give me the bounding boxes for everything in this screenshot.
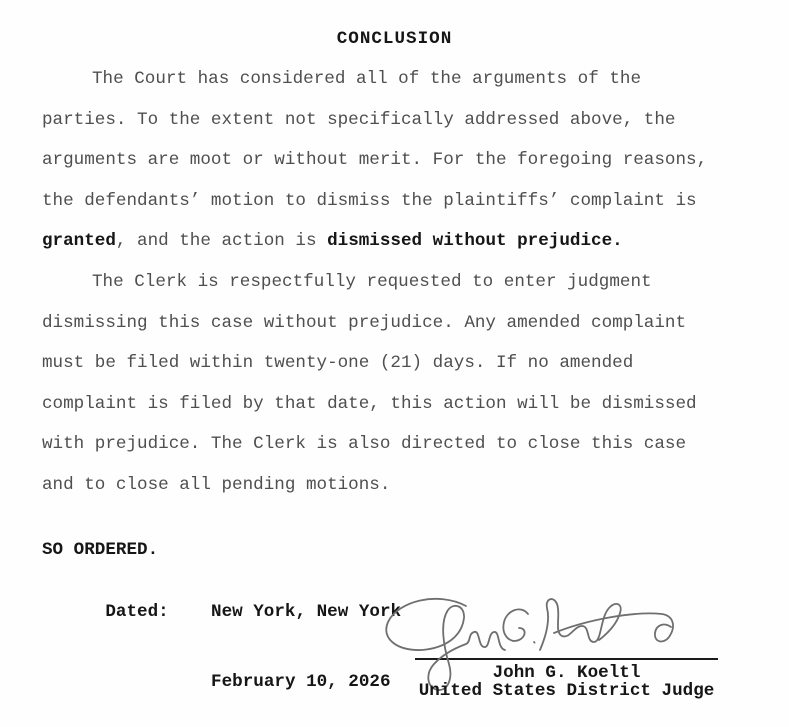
- body-line: [42, 465, 769, 506]
- body-line: [42, 140, 769, 181]
- dated-date: February 10, 2026: [211, 672, 391, 693]
- body-text: dismissing this case without prejudice. Any amended complaint: [42, 312, 687, 333]
- dated-block: [42, 578, 401, 718]
- dated-label: Dated:: [105, 602, 169, 623]
- body-text: The Court has considered all of the arguments of the: [92, 69, 642, 89]
- body-line: [42, 100, 769, 141]
- dated-row-place: [42, 578, 401, 648]
- body-line: [42, 181, 769, 222]
- body-text: parties. To the extent not specifically addressed above, the: [42, 109, 676, 130]
- body-lines: [42, 59, 769, 506]
- body-text-bold: granted: [42, 231, 116, 252]
- dated-place: New York, New York: [211, 602, 402, 623]
- body-text: must be filed within twenty-one (21) days. If no amended: [42, 353, 634, 374]
- body-text-bold: dismissed without prejudice.: [327, 231, 623, 252]
- body-text: and to close all pending motions.: [42, 474, 391, 495]
- body-text: with prejudice. The Clerk is also directed to close this case: [42, 434, 687, 455]
- body-text: arguments are moot or without merit. For the foregoing reasons,: [42, 150, 708, 171]
- body-text: the defendants’ motion to dismiss the plaintiffs’ complaint is: [42, 190, 697, 211]
- body-line: [42, 262, 769, 303]
- body-line: [42, 384, 769, 425]
- body-line: [42, 59, 769, 100]
- body-text: complaint is filed by that date, this action will be dismissed: [42, 393, 697, 414]
- body-line: [42, 303, 769, 344]
- so-ordered-text: SO ORDERED.: [42, 540, 159, 560]
- body-line: [42, 221, 769, 262]
- judge-title: United States District Judge: [418, 681, 715, 701]
- body-line: [42, 424, 769, 465]
- page-title: CONCLUSION: [336, 29, 453, 49]
- body-text: , and the action is: [115, 231, 328, 252]
- body-line: [42, 343, 769, 384]
- body-text: The Clerk is respectfully requested to enter judgment: [92, 271, 652, 292]
- judge-name: John G. Koeltl: [492, 663, 641, 683]
- dated-row-date: [42, 648, 401, 718]
